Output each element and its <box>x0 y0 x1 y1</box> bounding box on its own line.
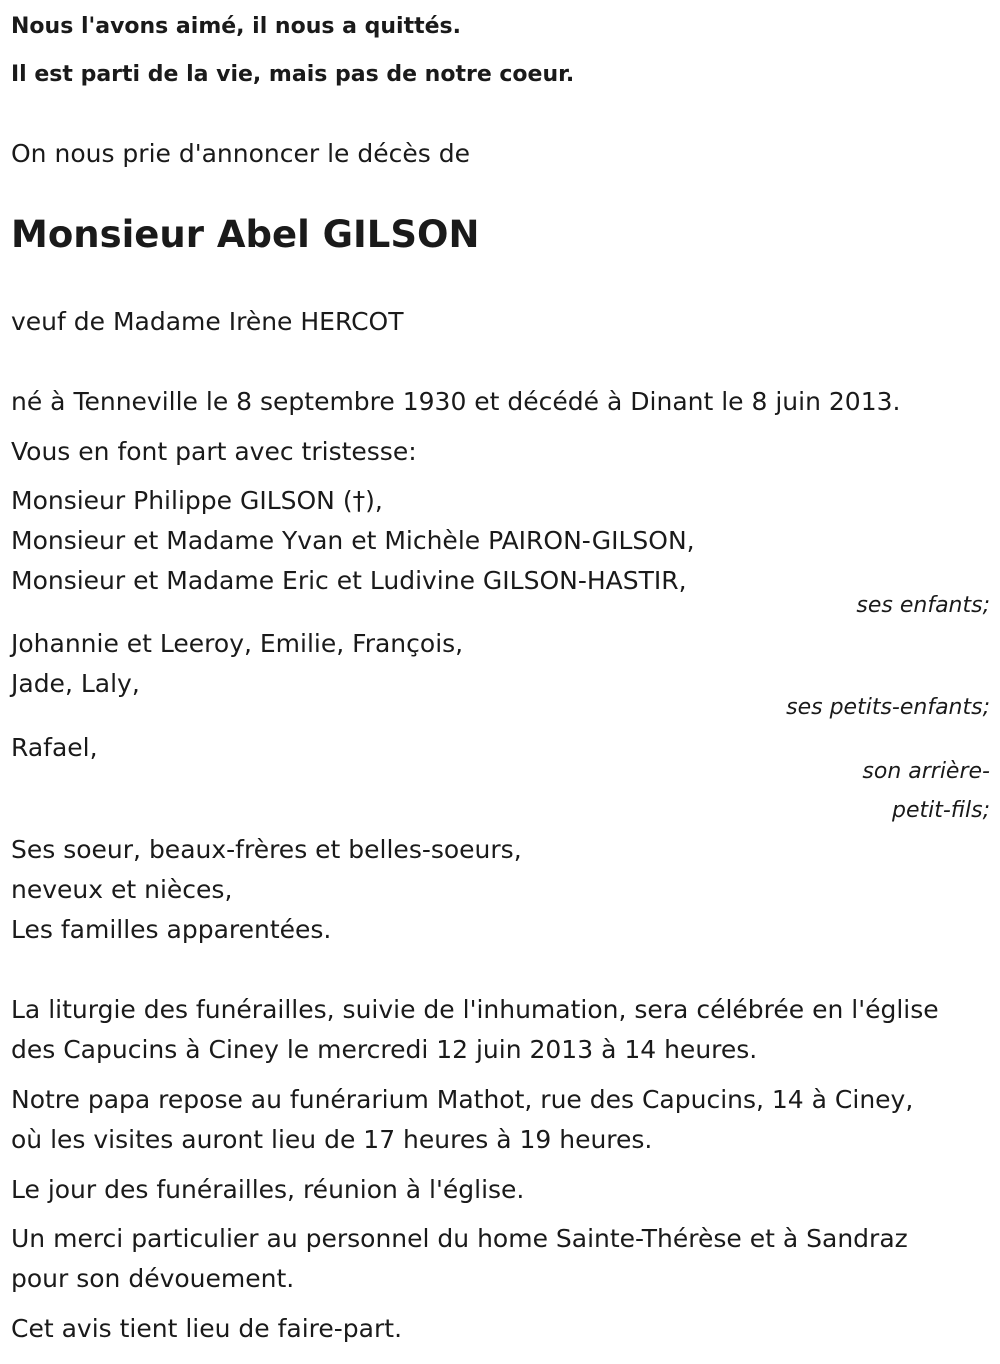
deceased-name: Monsieur Abel GILSON <box>11 213 480 256</box>
grandchild-1: Johannie et Leeroy, Emilie, François, <box>11 629 464 658</box>
birth-death-text: né à Tenneville le 8 septembre 1930 et décédé à Dinant le 8 juin 2013. <box>11 387 901 416</box>
grandchildren-role: ses petits-enfants; <box>786 695 990 720</box>
child-3: Monsieur et Madame Eric et Ludivine GILSON-HASTIR, <box>11 566 687 595</box>
children-role: ses enfants; <box>856 593 990 618</box>
announce-text: Vous en font part avec tristesse: <box>11 437 417 466</box>
epigraph-line-1: Nous l'avons aimé, il nous a quittés. <box>11 14 461 39</box>
relatives-3: Les familles apparentées. <box>11 915 332 944</box>
grandchild-2: Jade, Laly, <box>11 669 140 698</box>
thanks-line-2: pour son dévouement. <box>11 1264 295 1293</box>
visitation-line-2: où les visites auront lieu de 17 heures à 19 heures. <box>11 1125 653 1154</box>
thanks-line-1: Un merci particulier au personnel du home Sainte-Thérèse et à Sandraz <box>11 1224 908 1253</box>
epigraph-line-2: Il est parti de la vie, mais pas de notre coeur. <box>11 62 575 87</box>
relatives-1: Ses soeur, beaux-frères et belles-soeurs, <box>11 835 522 864</box>
visitation-line-1: Notre papa repose au funérarium Mathot, rue des Capucins, 14 à Ciney, <box>11 1085 914 1114</box>
child-2: Monsieur et Madame Yvan et Michèle PAIRON-GILSON, <box>11 526 695 555</box>
intro-text: On nous prie d'annoncer le décès de <box>11 139 470 168</box>
meeting-text: Le jour des funérailles, réunion à l'église. <box>11 1175 525 1204</box>
child-1: Monsieur Philippe GILSON (†), <box>11 486 383 515</box>
great-grandchild-role-1: son arrière- <box>862 759 990 784</box>
relatives-2: neveux et nièces, <box>11 875 233 904</box>
ceremony-line-2: des Capucins à Ciney le mercredi 12 juin 2013 à 14 heures. <box>11 1035 758 1064</box>
spouse-text: veuf de Madame Irène HERCOT <box>11 307 404 336</box>
closing-text: Cet avis tient lieu de faire-part. <box>11 1314 403 1343</box>
ceremony-line-1: La liturgie des funérailles, suivie de l'inhumation, sera célébrée en l'église <box>11 995 939 1024</box>
great-grandchild-role-2: petit-fils; <box>891 798 990 823</box>
great-grandchild-1: Rafael, <box>11 733 98 762</box>
